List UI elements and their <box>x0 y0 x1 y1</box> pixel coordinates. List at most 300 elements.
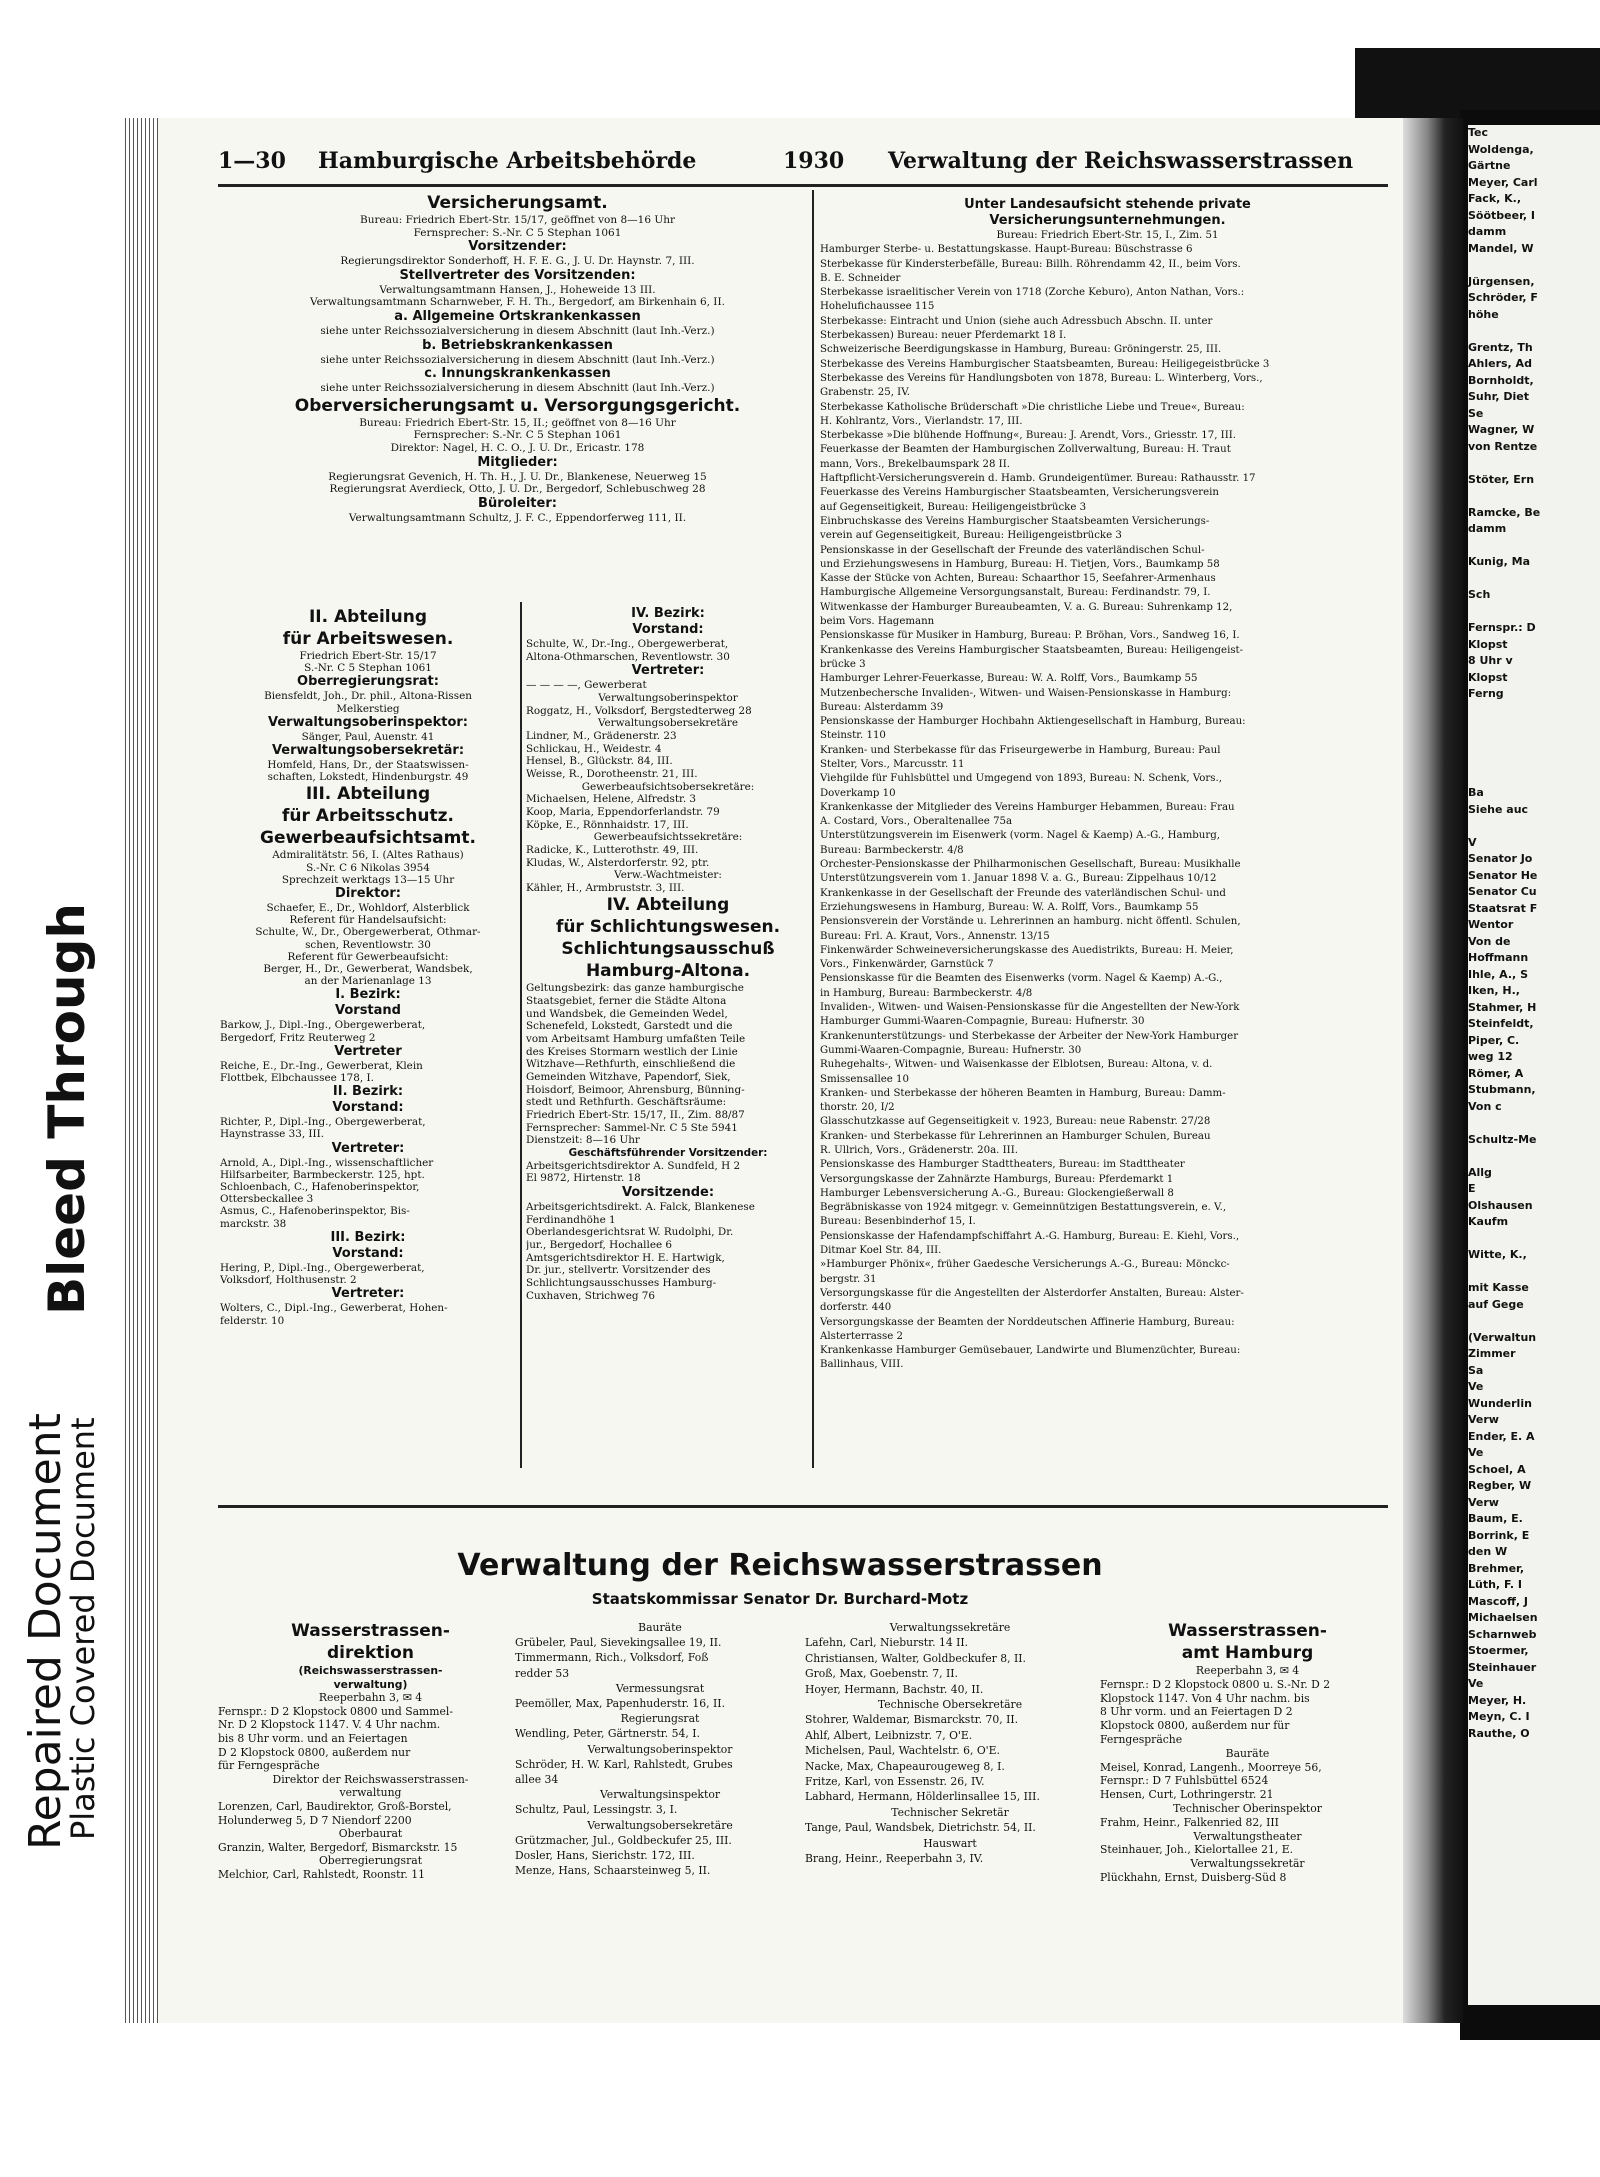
col2-line: und Erziehungswesens in Hamburg, Bureau: H. Tietjen, Vors., Baumkamp 58 <box>820 558 1220 570</box>
col2-line: Sterbekassen) Bureau: neuer Pferdemarkt 18 I. <box>820 330 1067 342</box>
b2-line: Verwaltungsinspektor <box>600 1788 720 1802</box>
col2-line: Krankenunterstützungs- und Sterbekasse der Arbeiter der New-York Hamburger <box>820 1030 1239 1042</box>
col1b-line: Hensel, B., Glückstr. 84, III. <box>526 755 673 768</box>
col1a-line: Admiralitätstr. 56, I. (Altes Rathaus) <box>272 849 464 862</box>
col1a-line: Ottersbeckallee 3 <box>220 1193 314 1206</box>
facing-page-line: Hoffmann <box>1468 951 1529 964</box>
col1b-line: Schenefeld, Lokstedt, Garstedt und die <box>526 1020 733 1033</box>
col1-line: siehe unter Reichssozialversicherung in diesem Abschnitt (laut Inh.-Verz.) <box>320 353 715 366</box>
b4-line: Bauräte <box>1225 1746 1270 1760</box>
col1-line: a. Allgemeine Ortskrankenkassen <box>394 308 641 324</box>
facing-page-line: Borrink, E <box>1468 1528 1530 1542</box>
col1-line: Bureau: Friedrich Ebert-Str. 15/17, geöffnet von 8—16 Uhr <box>360 214 675 226</box>
b1-line: bis 8 Uhr vorm. und an Feiertagen <box>218 1731 408 1745</box>
col1b-line: Arbeitsgerichtsdirekt. A. Falck, Blankenese <box>526 1200 755 1213</box>
facing-page-line: Senator Cu <box>1468 885 1537 898</box>
col1-line: Verwaltungsamtmann Scharnweber, F. H. Th., Bergedorf, am Birkenhain 6, II. <box>310 296 725 309</box>
b1-line: verwaltung <box>339 1786 402 1800</box>
facing-page-line: den W <box>1468 1545 1508 1558</box>
b4-line: Klopstock 1147. Von 4 Uhr nachm. bis <box>1100 1691 1310 1705</box>
col2-line: Bureau: Alsterdamm 39 <box>820 701 944 713</box>
facing-page-line: höhe <box>1468 307 1499 321</box>
facing-page-line: Sch <box>1468 588 1491 601</box>
b4-line: Plückhahn, Ernst, Duisberg-Süd 8 <box>1100 1870 1287 1884</box>
col2-line: thorstr. 20, I/2 <box>820 1102 895 1114</box>
col2-line: Grabenstr. 25, IV. <box>820 387 911 399</box>
col2-line: Witwenkasse der Hamburger Bureaubeamten, V. a. G. Bureau: Suhrenkamp 12, <box>820 601 1233 613</box>
col1a-line: Schulte, W., Dr., Obergewerberat, Othmar- <box>255 926 481 939</box>
facing-page-line: Fernspr.: D <box>1468 621 1536 634</box>
column-directorate-staff <box>515 1620 805 1878</box>
col1b-line: Gemeinden Witzhave, Papendorf, Siek, <box>526 1071 731 1084</box>
col2-line: A. Costard, Vors., Oberaltenallee 75a <box>820 816 1013 828</box>
facing-page-line: 8 Uhr v <box>1468 654 1513 667</box>
col2-line: Sterbekasse »Die blühende Hoffnung«, Bureau: J. Arendt, Vors., Griesstr. 17, III. <box>820 430 1236 442</box>
b2-line: allee 34 <box>515 1773 559 1787</box>
page-number: 1—30 <box>218 148 286 174</box>
b4-line: amt Hamburg <box>1181 1643 1314 1663</box>
facing-page <box>1468 125 1600 2005</box>
col2-line: Vors., Finkenwärder, Garnstück 7 <box>820 959 994 971</box>
b4-line: Frahm, Heinr., Falkenried 82, III <box>1100 1815 1279 1829</box>
b1-line: Reeperbahn 3, ✉ 4 <box>318 1691 423 1705</box>
facing-page-line: von Rentze <box>1468 439 1538 453</box>
facing-page-line <box>1468 1148 1600 1165</box>
facing-page-line <box>1468 769 1600 786</box>
b3-line: Fritze, Karl, von Essenstr. 26, IV. <box>805 1775 985 1789</box>
facing-page-line: Iken, H., <box>1468 984 1520 997</box>
facing-page-line: (Verwaltun <box>1468 1330 1537 1344</box>
col1b-line: Lindner, M., Grädenerstr. 23 <box>526 729 677 742</box>
facing-page-line: E <box>1468 1182 1476 1195</box>
col1a-line: Biensfeldt, Joh., Dr. phil., Altona-Rissen <box>264 690 472 703</box>
col2-line: Versorgungskasse der Zahnärzte Hamburgs, Bureau: Pferdemarkt 1 <box>820 1173 1174 1185</box>
b1-line: Direktor der Reichswasserstrassen- <box>272 1772 469 1786</box>
facing-page-line: Allg <box>1468 1165 1492 1179</box>
facing-page-line: Wentor <box>1468 918 1514 931</box>
col1a-line: Schaefer, E., Dr., Wohldorf, Alsterblick <box>266 902 470 915</box>
b4-line: Meisel, Konrad, Langenh., Moorreye 56, <box>1100 1760 1322 1774</box>
col2-line: Krankenkasse in der Gesellschaft der Freunde des vaterländischen Schul- und <box>820 887 1226 899</box>
col1b-line: Schlichtungsausschuß <box>561 939 775 960</box>
facing-page-line: Ve <box>1468 1380 1484 1393</box>
col1-line: Versicherungsamt. <box>427 193 608 213</box>
col1a-line: schen, Reventlowstr. 30 <box>305 938 431 951</box>
facing-page-line: Piper, C. <box>1468 1033 1520 1047</box>
col1a-line: Friedrich Ebert-Str. 15/17 <box>299 650 437 662</box>
col1a-line: II. Bezirk: <box>332 1084 404 1100</box>
col1b-line: El 9872, Hirtenstr. 18 <box>526 1172 641 1185</box>
col2-line: Stelter, Vors., Marcusstr. 11 <box>820 758 965 770</box>
b3-line: Brang, Heinr., Reeperbahn 3, IV. <box>805 1852 984 1866</box>
col2-line: Hohelufichaussee 115 <box>820 301 935 313</box>
b1-line: für Ferngespräche <box>218 1759 320 1773</box>
col2-line: Versorgungskasse der Beamten der Norddeutschen Affinerie Hamburg, Bureau: <box>820 1316 1235 1328</box>
col1a-line: marckstr. 38 <box>220 1217 287 1230</box>
facing-page-line: Meyer, Carl <box>1468 175 1538 189</box>
col1a-line: III. Bezirk: <box>330 1229 406 1245</box>
col1a-line: Verwaltungsoberinspektor: <box>267 714 469 730</box>
column-divider <box>812 190 814 1468</box>
col1a-line: Referent für Gewerbeaufsicht: <box>287 950 449 963</box>
col2-line: Erziehungswesens in Hamburg, Bureau: W. A. Rolff, Vors., Baumkamp 55 <box>820 901 1199 913</box>
b2-line: Verwaltungsobersekretäre <box>587 1818 733 1832</box>
facing-page-line: Ve <box>1468 1446 1484 1459</box>
col1b-line: für Schlichtungswesen. <box>555 917 781 938</box>
col2-line: Smissensallee 10 <box>820 1073 910 1085</box>
b1-line: Oberregierungsrat <box>318 1854 423 1868</box>
col2-line: Haftpflicht-Versicherungsverein d. Hamb. Grundeigentümer. Bureau: Rathausstr. 17 <box>820 473 1256 485</box>
b3-line: Nacke, Max, Chapeaurougeweg 8, I. <box>805 1759 1005 1773</box>
col1a-line: Wolters, C., Dipl.-Ing., Gewerberat, Hohen- <box>220 1302 448 1315</box>
col1a-line: felderstr. 10 <box>220 1314 285 1327</box>
col1a-line: Vorstand: <box>332 1245 404 1261</box>
col1b-line: Roggatz, H., Volksdorf, Bergstedterweg 28 <box>526 704 752 717</box>
col1a-line: Schloenbach, C., Hafenoberinspektor, <box>220 1181 420 1194</box>
b4-line: 8 Uhr vorm. und an Feiertagen D 2 <box>1100 1705 1293 1719</box>
col2-line: Invaliden-, Witwen- und Waisen-Pensionskasse für die Angestellten der New-York <box>820 1002 1240 1014</box>
facing-page-line: Brehmer, <box>1468 1561 1525 1575</box>
col2-line: Doverkamp 10 <box>820 787 896 799</box>
col1b-line: — — — —, Gewerberat <box>526 679 647 692</box>
scan-border-top <box>1355 48 1600 118</box>
b4-line: Verwaltungssekretär <box>1190 1857 1305 1871</box>
facing-page-line: Klopst <box>1468 637 1508 651</box>
facing-page-line: Jürgensen, <box>1468 274 1535 288</box>
col1a-line: Barkow, J., Dipl.-Ing., Obergewerberat, <box>220 1019 426 1032</box>
b2-line: Grützmacher, Jul., Goldbeckufer 25, III. <box>515 1833 732 1847</box>
b3-line: Technische Obersekretäre <box>877 1698 1023 1712</box>
col1-line: Fernsprecher: S.-Nr. C 5 Stephan 1061 <box>413 429 622 442</box>
facing-page-line: Ba <box>1468 786 1484 799</box>
b3-line: Labhard, Hermann, Hölderlinsallee 15, III. <box>805 1790 1040 1804</box>
facing-page-line <box>1468 752 1600 769</box>
facing-page-line <box>1468 257 1600 274</box>
b2-line: Verwaltungsoberinspektor <box>587 1742 733 1756</box>
col1b-line: stedt und Rethfurth. Geschäftsräume: <box>526 1096 727 1109</box>
b2-line: redder 53 <box>515 1666 570 1680</box>
col2-line: Feuerkasse des Vereins Hamburgischer Staatsbeamten, Versicherungsverein <box>820 487 1219 499</box>
facing-page-line: Von de <box>1468 934 1511 948</box>
b1-line: Holunderweg 5, D 7 Niendorf 2200 <box>218 1813 412 1827</box>
facing-page-line <box>1468 538 1600 555</box>
col2-line: Begräbniskasse von 1924 mitgegr. v. Gemeinnützigen Bestattungsverein, e. V., <box>820 1202 1227 1214</box>
col1b-line: vom Arbeitsamt Hamburg umfaßten Teile <box>526 1033 746 1046</box>
b1-line: Wasserstrassen- <box>291 1621 450 1641</box>
col1a-line: Reiche, E., Dr.-Ing., Gewerberat, Klein <box>220 1059 423 1072</box>
label-repaired-document: Repaired Document <box>20 1413 71 1850</box>
b2-line: Grübeler, Paul, Sievekingsallee 19, II. <box>515 1636 722 1650</box>
facing-page-line: Senator Jo <box>1468 852 1533 865</box>
col1a-line: S.-Nr. C 5 Stephan 1061 <box>304 662 432 675</box>
col2-line: Bureau: Friedrich Ebert-Str. 15, I., Zim. 51 <box>996 230 1219 241</box>
b3-line: Tange, Paul, Wandsbek, Dietrichstr. 54, II. <box>805 1821 1036 1835</box>
facing-page-line: weg 12 <box>1468 1050 1513 1063</box>
col2-line: Viehgilde für Fuhlsbüttel und Umgegend von 1893, Bureau: N. Schenk, Vors., <box>820 773 1223 785</box>
page-stack-edges <box>122 118 162 2023</box>
col2-line: Kranken- und Sterbekasse für Lehrerinnen an Hamburger Schulen, Bureau <box>820 1130 1211 1142</box>
header-year: 1930 <box>783 148 845 174</box>
col2-line: Pensionskasse der Hamburger Hochbahn Aktiengesellschaft in Hamburg, Bureau: <box>820 716 1246 728</box>
b4-line: Ferngespräche <box>1100 1732 1183 1746</box>
column-waterway-directorate <box>218 1620 523 1882</box>
facing-page-line: Ramcke, Be <box>1468 505 1541 519</box>
col1a-line: Hering, P., Dipl.-Ing., Obergewerberat, <box>220 1261 425 1274</box>
col1b-line: Gewerbeaufsichtssekretäre: <box>593 831 743 844</box>
col1a-line: Vertreter: <box>331 1140 405 1156</box>
facing-page-line <box>1468 323 1600 340</box>
facing-page-line: Ferng <box>1468 687 1504 700</box>
col1b-line: Verwaltungsobersekretäre <box>597 717 739 730</box>
col1b-line: Fernsprecher: Sammel-Nr. C 5 Ste 5941 <box>526 1121 738 1134</box>
b3-line: Christiansen, Walter, Goldbeckufer 8, II. <box>805 1651 1026 1665</box>
col1a-line: Vertreter: <box>331 1286 405 1302</box>
col2-line: Bureau: Frl. A. Kraut, Vors., Annenstr. 13/15 <box>820 930 1050 942</box>
col2-line: Hamburger Lebensversicherung A.-G., Bureau: Glockengießerwall 8 <box>820 1187 1174 1199</box>
facing-page-line: Steinfeldt, <box>1468 1017 1534 1030</box>
facing-page-line: Verw <box>1468 1413 1499 1426</box>
facing-page-line: Kaufm <box>1468 1215 1509 1228</box>
col1a-line: Asmus, C., Hafenoberinspektor, Bis- <box>220 1205 410 1218</box>
facing-page-line: Stahmer, H <box>1468 1000 1537 1014</box>
col1b-line: Schulte, W., Dr.-Ing., Obergewerberat, <box>526 638 729 650</box>
facing-page-line: Stoermer, <box>1468 1644 1529 1657</box>
col2-line: Unterstützungsverein vom 1. Januar 1898 V. a. G., Bureau: Zippelhaus 10/12 <box>820 873 1217 885</box>
col1-line: c. Innungskrankenkassen <box>424 366 611 382</box>
running-header <box>218 148 1388 182</box>
col1b-line: Verwaltungsoberinspektor <box>598 691 738 704</box>
col1-line: Regierungsrat Averdieck, Otto, J. U. Dr., Bergedorf, Schlebuschweg 28 <box>329 483 706 496</box>
b2-line: Wendling, Peter, Gärtnerstr. 54, I. <box>515 1727 700 1741</box>
col1a-line: Vorstand <box>335 1003 401 1019</box>
facing-page-line <box>1468 1115 1600 1132</box>
facing-page-line: Tec <box>1468 126 1489 139</box>
col2-line: Einbruchskasse des Vereins Hamburgischer Staatsbeamten Versicherungs- <box>820 515 1210 527</box>
col1a-line: Verwaltungsobersekretär: <box>271 743 465 759</box>
b3-line: Technischer Sekretär <box>891 1805 1009 1819</box>
col1-line: siehe unter Reichssozialversicherung in diesem Abschnitt (laut Inh.-Verz.) <box>320 382 715 395</box>
col2-line: bergstr. 31 <box>820 1273 877 1285</box>
col2-line: Unter Landesaufsicht stehende private <box>964 197 1251 212</box>
col1b-line: Hoisdorf, Beimoor, Ahrensburg, Bünning- <box>526 1083 745 1096</box>
col2-line: Hamburgische Allgemeine Versorgungsanstalt, Bureau: Ferdinandstr. 79, I. <box>820 587 1211 599</box>
column-directorate-secretaries <box>805 1620 1095 1867</box>
facing-page-line: Mascoff, J <box>1468 1594 1529 1608</box>
col2-line: Unterstützungsverein im Eisenwerk (vorm. Nagel & Kaemp) A.-G., Hamburg, <box>820 830 1220 842</box>
b4-line: Fernspr.: D 2 Klopstock 0800 u. S.-Nr. D 2 <box>1100 1677 1331 1691</box>
col1a-line: Sprechzeit werktags 13—15 Uhr <box>281 873 455 886</box>
facing-page-line <box>1468 455 1600 472</box>
facing-page-line: Söötbeer, I <box>1468 208 1535 222</box>
facing-page-line: Verw <box>1468 1495 1499 1509</box>
col2-line: verein auf Gegenseitigkeit, Bureau: Heiligengeistbrücke 3 <box>820 530 1122 542</box>
col1a-line: Berger, H., Dr., Gewerberat, Wandsbek, <box>263 963 473 976</box>
col2-line: Glasschutzkasse auf Gegenseitigkeit v. 1923, Bureau: neue Rabenstr. 27/28 <box>820 1116 1211 1128</box>
col1a-line: Richter, P., Dipl.-Ing., Obergewerberat, <box>220 1116 426 1129</box>
b4-line: Wasserstrassen- <box>1168 1621 1327 1641</box>
col1-line: siehe unter Reichssozialversicherung in diesem Abschnitt (laut Inh.-Verz.) <box>320 324 715 337</box>
col1-line: Mitglieder: <box>477 454 558 470</box>
col2-line: Pensionsverein der Vorstände u. Lehrerinnen an hamburg. nicht öffentl. Schulen, <box>820 916 1241 928</box>
col1a-line: schaften, Lokstedt, Hindenburgstr. 49 <box>267 771 469 784</box>
b1-line: direktion <box>327 1643 414 1663</box>
col1a-line: Melkerstieg <box>336 702 400 715</box>
col1a-line: für Arbeitsschutz. <box>282 806 454 827</box>
col1b-line: Schlickau, H., Weidestr. 4 <box>526 742 662 755</box>
b2-line: Menze, Hans, Schaarsteinweg 5, II. <box>515 1864 711 1878</box>
facing-page-line: Wagner, W <box>1468 423 1535 436</box>
col2-line: Krankenkasse der Mitglieder des Vereins Hamburger Hebammen, Bureau: Frau <box>820 801 1235 813</box>
col2-line: Krankenkasse des Vereins Hamburgischer Staatsbeamten, Bureau: Heiligengeist- <box>820 644 1244 656</box>
col1a-line: Gewerbeaufsichtsamt. <box>260 828 476 849</box>
col2-line: B. E. Schneider <box>820 272 901 284</box>
col1b-line: Dr. jur., stellvertr. Vorsitzender des <box>526 1264 711 1277</box>
facing-page-line <box>1468 604 1600 621</box>
facing-page-line: Witte, K., <box>1468 1248 1527 1261</box>
col1a-line: III. Abteilung <box>305 784 431 805</box>
col2-line: Kranken- und Sterbekasse für das Friseurgewerbe in Hamburg, Bureau: Paul <box>820 744 1221 756</box>
facing-page-line: Lüth, F. I <box>1468 1578 1522 1591</box>
b2-line: Regierungsrat <box>620 1712 700 1726</box>
col1a-line: Bergedorf, Fritz Reuterweg 2 <box>220 1031 376 1044</box>
col2-line: Feuerkasse der Beamten der Hamburgischen Zollverwaltung, Bureau: H. Traut <box>820 444 1231 456</box>
facing-page-line: Römer, A <box>1468 1066 1524 1080</box>
col2-line: Sterbekasse israelitischer Verein von 1718 (Zorche Keburo), Anton Nathan, Vors.: <box>820 287 1245 299</box>
b2-line: Dosler, Hans, Sierichstr. 172, III. <box>515 1849 695 1863</box>
col1b-line: Staatsgebiet, ferner die Städte Altona <box>526 995 727 1008</box>
col2-line: brücke 3 <box>820 658 866 670</box>
col1a-line: Hilfsarbeiter, Barmbeckerstr. 125, hpt. <box>220 1168 425 1181</box>
facing-page-line: Siehe auc <box>1468 802 1529 816</box>
col1b-line: Michaelsen, Helene, Alfredstr. 3 <box>526 793 697 806</box>
facing-page-line: Scharnweb <box>1468 1627 1537 1641</box>
b1-line: verwaltung) <box>333 1677 408 1691</box>
col2-line: auf Gegenseitigkeit, Bureau: Heiligengeistbrücke 3 <box>820 501 1087 513</box>
b4-line: Steinhauer, Joh., Kielortallee 21, E. <box>1100 1843 1294 1857</box>
b3-line: Groß, Max, Goebenstr. 7, II. <box>805 1667 958 1681</box>
facing-page-line: Bornholdt, <box>1468 373 1534 387</box>
col2-line: in Hamburg, Bureau: Barmbeckerstr. 4/8 <box>820 987 1033 999</box>
col2-line: Ballinhaus, VIII. <box>820 1359 904 1371</box>
col1b-line: Radicke, K., Lutterothstr. 49, III. <box>526 843 699 856</box>
b3-line: Lafehn, Carl, Nieburstr. 14 II. <box>805 1636 969 1650</box>
col2-line: Pensionskasse für Musiker in Hamburg, Bureau: P. Bröhan, Vors., Sandweg 16, I. <box>820 630 1240 642</box>
b1-line: Lorenzen, Carl, Baudirektor, Groß-Borstel, <box>218 1799 452 1813</box>
b3-line: Ahlf, Albert, Leibnizstr. 7, O'E. <box>805 1728 973 1742</box>
facing-page-line: damm <box>1468 522 1507 535</box>
facing-page-line: Baum, E. <box>1468 1512 1523 1525</box>
col2-line: Pensionskasse für die Beamten des Eisenwerks (vorm. Nagel & Kaemp) A.-G., <box>820 973 1223 985</box>
col2-line: Kranken- und Sterbekasse der höheren Beamten in Hamburg, Bureau: Damm- <box>820 1087 1226 1099</box>
facing-page-line: Se <box>1468 406 1484 420</box>
section-subtitle: Staatskommissar Senator Dr. Burchard-Motz <box>591 1590 969 1608</box>
col2-line: Schweizerische Beerdigungskasse in Hamburg, Bureau: Gröningerstr. 25, III. <box>820 344 1222 356</box>
facing-page-line <box>1468 571 1600 588</box>
col2-line: Orchester-Pensionskasse der Philharmonischen Gesellschaft, Bureau: Musikhalle <box>820 859 1241 871</box>
b1-line: Granzin, Walter, Bergedorf, Bismarckstr. 15 <box>218 1840 458 1854</box>
col2-line: H. Kohlrantz, Vors., Vierlandstr. 17, III. <box>820 415 1023 427</box>
facing-page-line: Klopst <box>1468 670 1508 684</box>
col2-line: Kasse der Stücke von Achten, Bureau: Schaarthor 15, Seefahrer-Armenhaus <box>820 573 1216 585</box>
facing-page-line: Woldenga, <box>1468 142 1534 156</box>
col2-line: Sterbekasse des Vereins für Handlungsboten von 1878, Bureau: L. Winterberg, Vors., <box>820 372 1263 384</box>
col2-line: Hamburger Lehrer-Feuerkasse, Bureau: W. A. Rolff, Vors., Baumkamp 55 <box>820 673 1198 685</box>
b2-line: Schultz, Paul, Lessingstr. 3, I. <box>515 1803 678 1817</box>
col1b-line: Kludas, W., Alsterdorferstr. 92, ptr. <box>526 856 710 869</box>
col1a-line: an der Marienanlage 13 <box>304 975 432 988</box>
col1-line: Stellvertreter des Vorsitzenden: <box>399 267 636 283</box>
col1b-line: Ferdinandhöhe 1 <box>526 1213 616 1226</box>
col1a-line: I. Bezirk: <box>335 987 401 1003</box>
facing-page-line: auf Gege <box>1468 1297 1524 1311</box>
facing-page-line: Sa <box>1468 1363 1484 1377</box>
col2-line: Finkenwärder Schweineversicherungskasse des Auedistrikts, Bureau: H. Meier, <box>820 944 1234 956</box>
col2-line: Versicherungsunternehmungen. <box>989 213 1226 228</box>
col1b-line: Arbeitsgerichtsdirektor A. Sundfeld, H 2 <box>526 1159 741 1172</box>
col1b-line: und Wandsbek, die Gemeinden Wedel, <box>526 1007 728 1020</box>
section-rule <box>218 1505 1388 1508</box>
col1a-line: Vertreter <box>334 1043 402 1059</box>
col1b-line: Cuxhaven, Strichweg 76 <box>526 1289 656 1302</box>
facing-page-line <box>1468 719 1600 736</box>
col2-line: Ditmar Koel Str. 84, III. <box>820 1245 942 1257</box>
column-district-and-arbitration <box>526 606 810 1302</box>
facing-page-line: Ihle, A., S <box>1468 967 1528 981</box>
col1b-line: jur., Bergedorf, Hochallee 6 <box>526 1238 673 1251</box>
b4-line: Technischer Oberinspektor <box>1173 1801 1322 1815</box>
col1b-line: IV. Bezirk: <box>631 606 705 621</box>
facing-page-line <box>1468 1313 1600 1330</box>
facing-page-line: mit Kasse <box>1468 1281 1529 1294</box>
col2-line: Ruhegehalts-, Witwen- und Waisenkasse der Elblotsen, Bureau: Altona, v. d. <box>820 1059 1213 1071</box>
facing-page-line <box>1468 1231 1600 1248</box>
col2-line: Pensionskasse des Hamburger Stadttheaters, Bureau: im Stadttheater <box>820 1159 1185 1171</box>
section-title: Verwaltung der Reichswasserstrassen <box>457 1548 1103 1583</box>
col1b-line: Kähler, H., Armbruststr. 3, III. <box>526 881 685 894</box>
col1b-line: Geschäftsführender Vorsitzender: <box>568 1147 768 1159</box>
col1a-line: II. Abteilung <box>308 607 428 627</box>
b3-line: Hauswart <box>923 1836 977 1850</box>
col1a-line: Oberregierungsrat: <box>297 674 439 690</box>
facing-page-line: Stöter, Ern <box>1468 472 1535 486</box>
facing-page-line: V <box>1468 835 1477 849</box>
column-private-insurers <box>820 197 1395 1373</box>
b2-line: Schröder, H. W. Karl, Rahlstedt, Grubes <box>515 1757 733 1771</box>
col1b-line: IV. Abteilung <box>606 895 730 916</box>
b3-line: Michelsen, Paul, Wachtelstr. 6, O'E. <box>805 1744 1000 1758</box>
col1a-line: Vorstand: <box>332 1100 404 1116</box>
col2-line: mann, Vors., Brekelbaumspark 28 II. <box>820 458 1010 470</box>
col1a-line: für Arbeitswesen. <box>282 629 454 649</box>
facing-page-line: Zimmer <box>1468 1347 1516 1360</box>
header-right-title: Verwaltung der Reichswasserstrassen <box>888 148 1354 174</box>
col1a-line: Referent für Handelsaufsicht: <box>289 914 447 927</box>
subcolumn-divider <box>520 602 522 1468</box>
b2-line: Vermessungsrat <box>615 1681 705 1695</box>
facing-page-line <box>1468 1264 1600 1281</box>
b4-line: Hensen, Curt, Lothringerstr. 21 <box>1100 1788 1274 1802</box>
col1a-line: Homfeld, Hans, Dr., der Staatswissen- <box>267 759 469 772</box>
column-labour-departments <box>220 606 516 1327</box>
col2-line: Steinstr. 110 <box>820 730 886 742</box>
col1-line: Büroleiter: <box>478 495 557 511</box>
b1-line: Melchior, Carl, Rahlstedt, Roonstr. 11 <box>218 1867 426 1881</box>
col1b-line: des Kreises Stormarn westlich der Linie <box>526 1045 738 1058</box>
facing-page-line: Steinhauer <box>1468 1660 1537 1674</box>
book-gutter <box>1403 118 1463 2023</box>
facing-page-line: Olshausen <box>1468 1198 1533 1212</box>
b1-line: Oberbaurat <box>338 1827 403 1841</box>
